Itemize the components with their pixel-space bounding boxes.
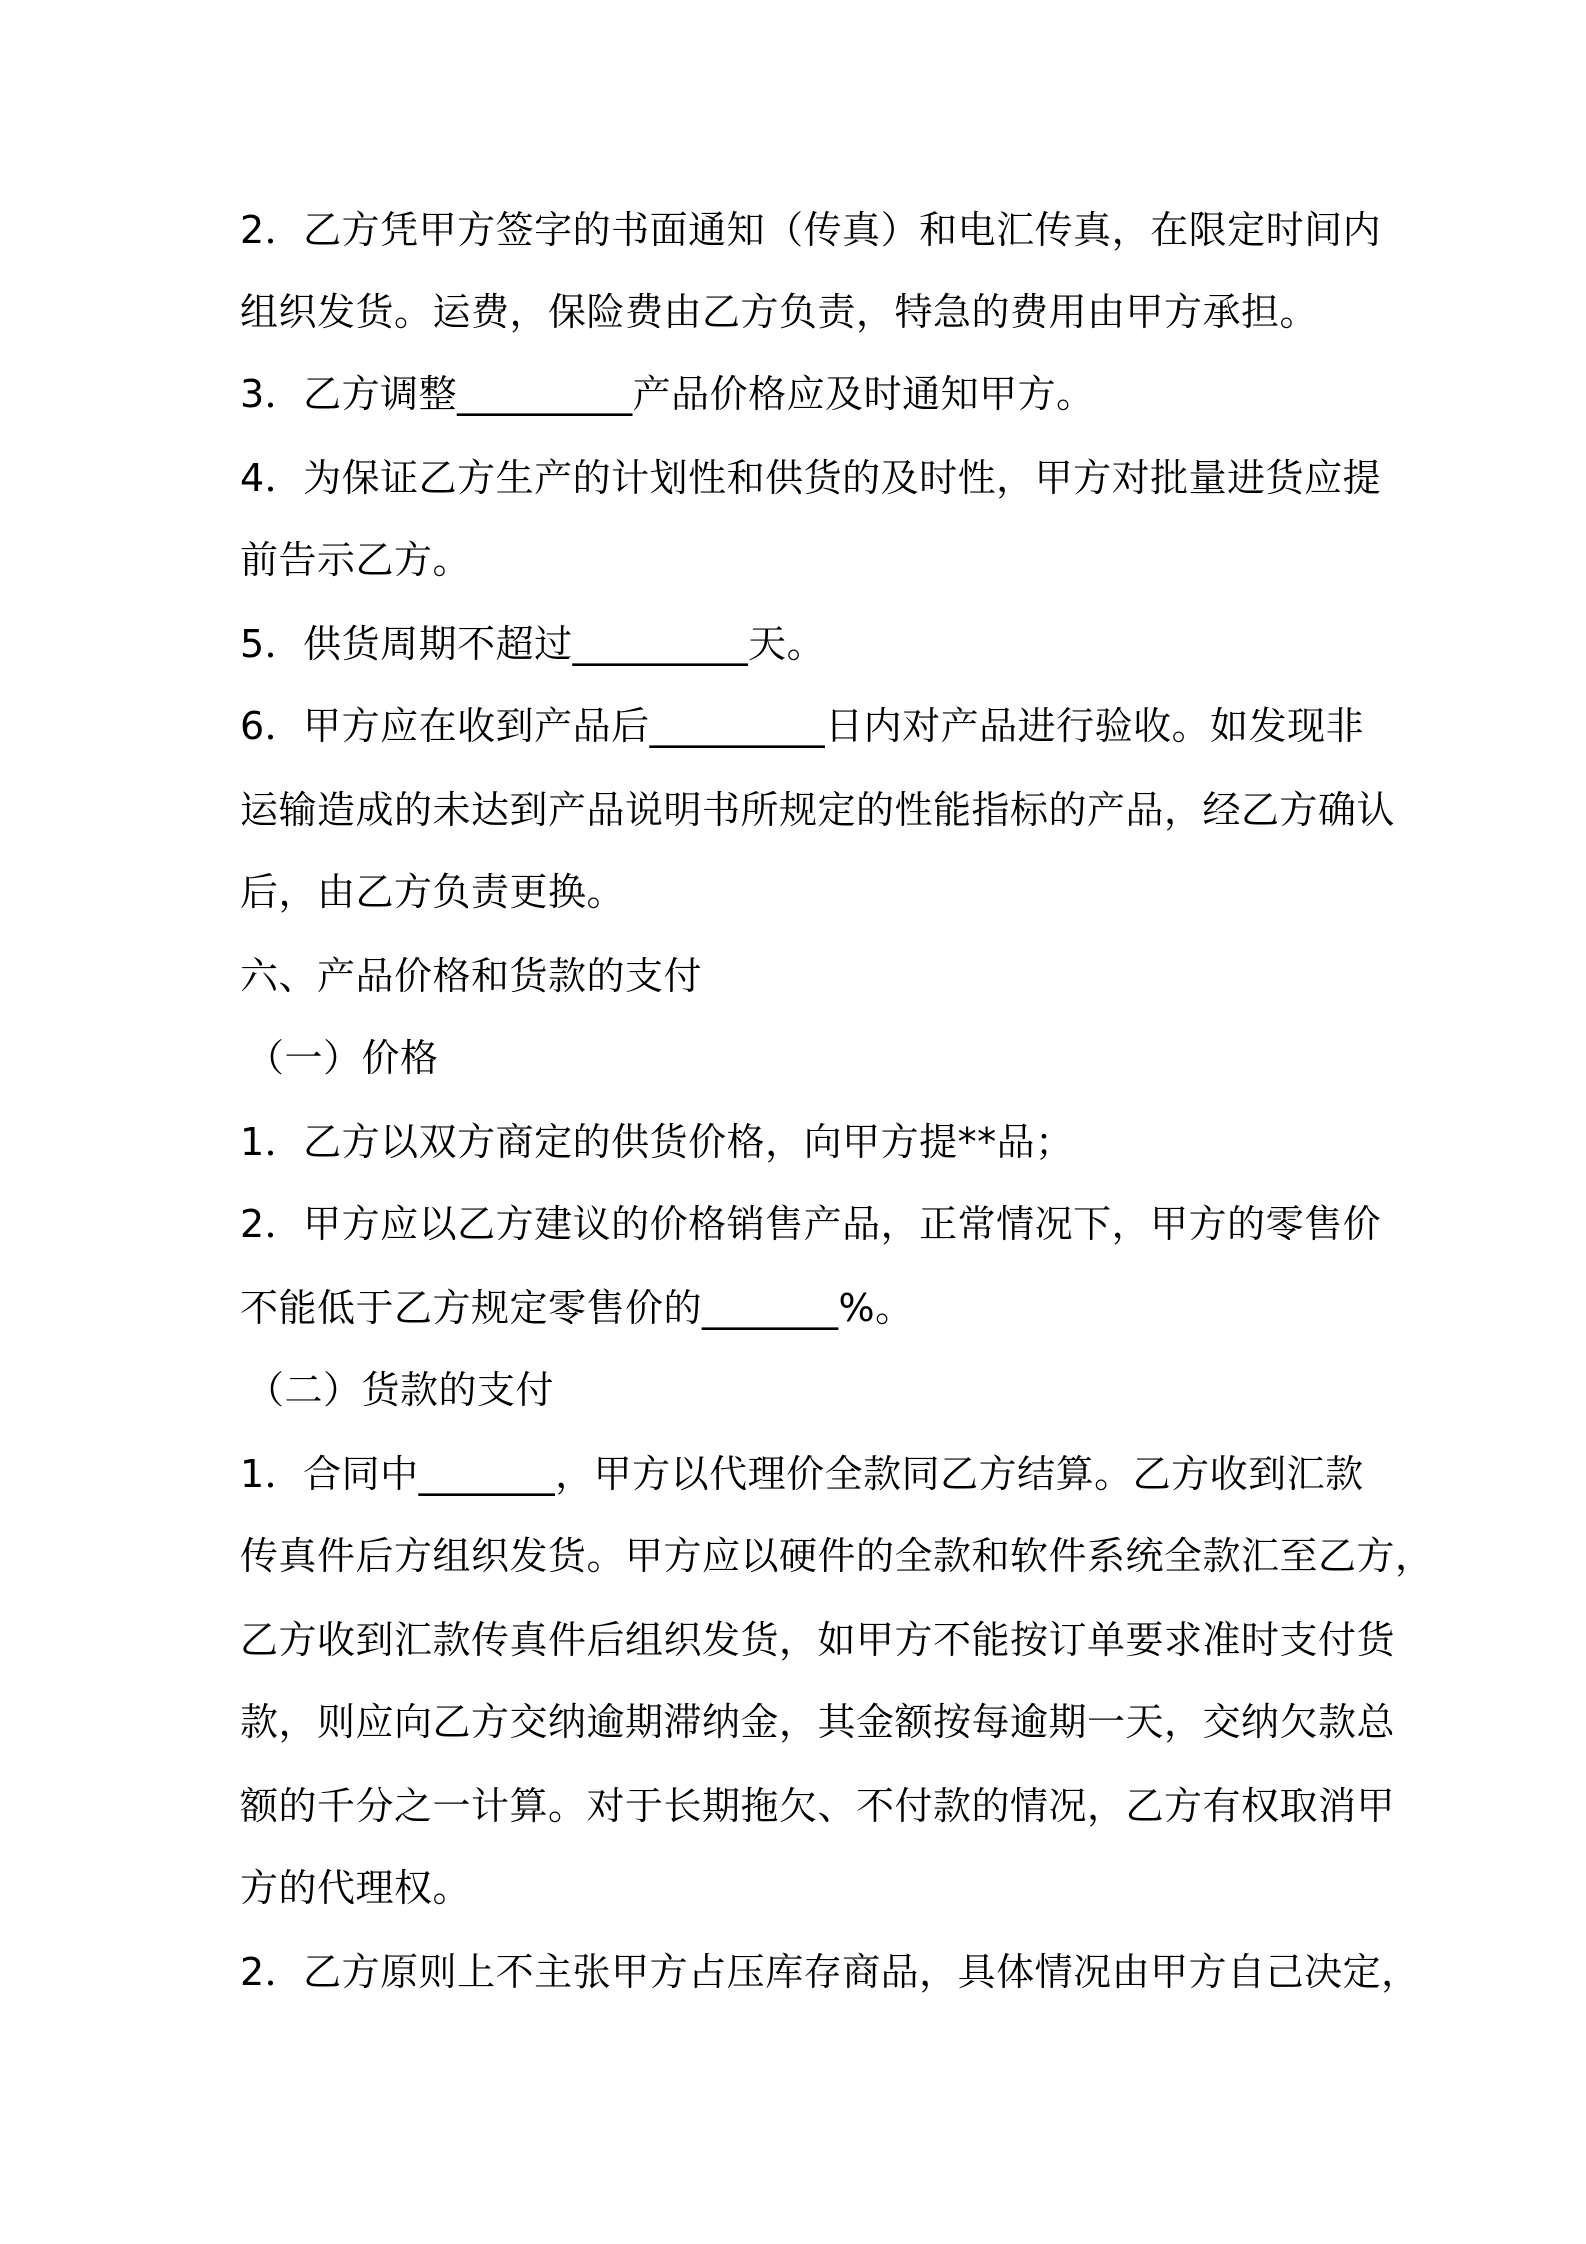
section-6-heading: 六、产品价格和货款的支付 xyxy=(240,954,703,998)
payment-clause-1-line-1: 1．合同中_______，甲方以代理价全款同乙方结算。乙方收到汇款 xyxy=(240,1452,1364,1496)
clause-5-line-1: 5．供货周期不超过_________天。 xyxy=(240,622,826,666)
clause-4-line-1: 4．为保证乙方生产的计划性和供货的及时性，甲方对批量进货应提 xyxy=(240,456,1382,500)
payment-clause-1-line-6: 方的代理权。 xyxy=(240,1866,472,1910)
clause-6-line-1: 6．甲方应在收到产品后_________日内对产品进行验收。如发现非 xyxy=(240,704,1365,748)
payment-clause-1-line-4: 款，则应向乙方交纳逾期滞纳金，其金额按每逾期一天，交纳欠款总 xyxy=(240,1700,1396,1744)
clause-2-line-1: 2．乙方凭甲方签字的书面通知（传真）和电汇传真，在限定时间内 xyxy=(240,208,1382,252)
price-clause-2-line-2: 不能低于乙方规定零售价的_______%。 xyxy=(240,1286,914,1330)
payment-clause-1-line-2: 传真件后方组织发货。甲方应以硬件的全款和软件系统全款汇至乙方， xyxy=(240,1534,1434,1578)
clause-6-line-2: 运输造成的未达到产品说明书所规定的性能指标的产品，经乙方确认 xyxy=(240,788,1396,832)
payment-clause-1-line-5: 额的千分之一计算。对于长期拖欠、不付款的情况，乙方有权取消甲 xyxy=(240,1784,1396,1828)
clause-6-line-3: 后，由乙方负责更换。 xyxy=(240,870,626,914)
clause-3-line-1: 3．乙方调整_________产品价格应及时通知甲方。 xyxy=(240,372,1095,416)
clause-2-line-2: 组织发货。运费，保险费由乙方负责，特急的费用由甲方承担。 xyxy=(240,290,1319,334)
price-clause-1-line-1: 1．乙方以双方商定的供货价格，向甲方提**品； xyxy=(240,1120,1074,1164)
subsection-payment-heading: （二）货款的支付 xyxy=(246,1368,555,1412)
clause-4-line-2: 前告示乙方。 xyxy=(240,538,472,582)
payment-clause-1-line-3: 乙方收到汇款传真件后组织发货，如甲方不能按订单要求准时支付货 xyxy=(240,1618,1396,1662)
payment-clause-2-line-1: 2．乙方原则上不主张甲方占压库存商品，具体情况由甲方自己决定， xyxy=(240,1950,1420,1994)
subsection-price-heading: （一）价格 xyxy=(246,1036,439,1080)
price-clause-2-line-1: 2．甲方应以乙方建议的价格销售产品，正常情况下，甲方的零售价 xyxy=(240,1202,1382,1246)
